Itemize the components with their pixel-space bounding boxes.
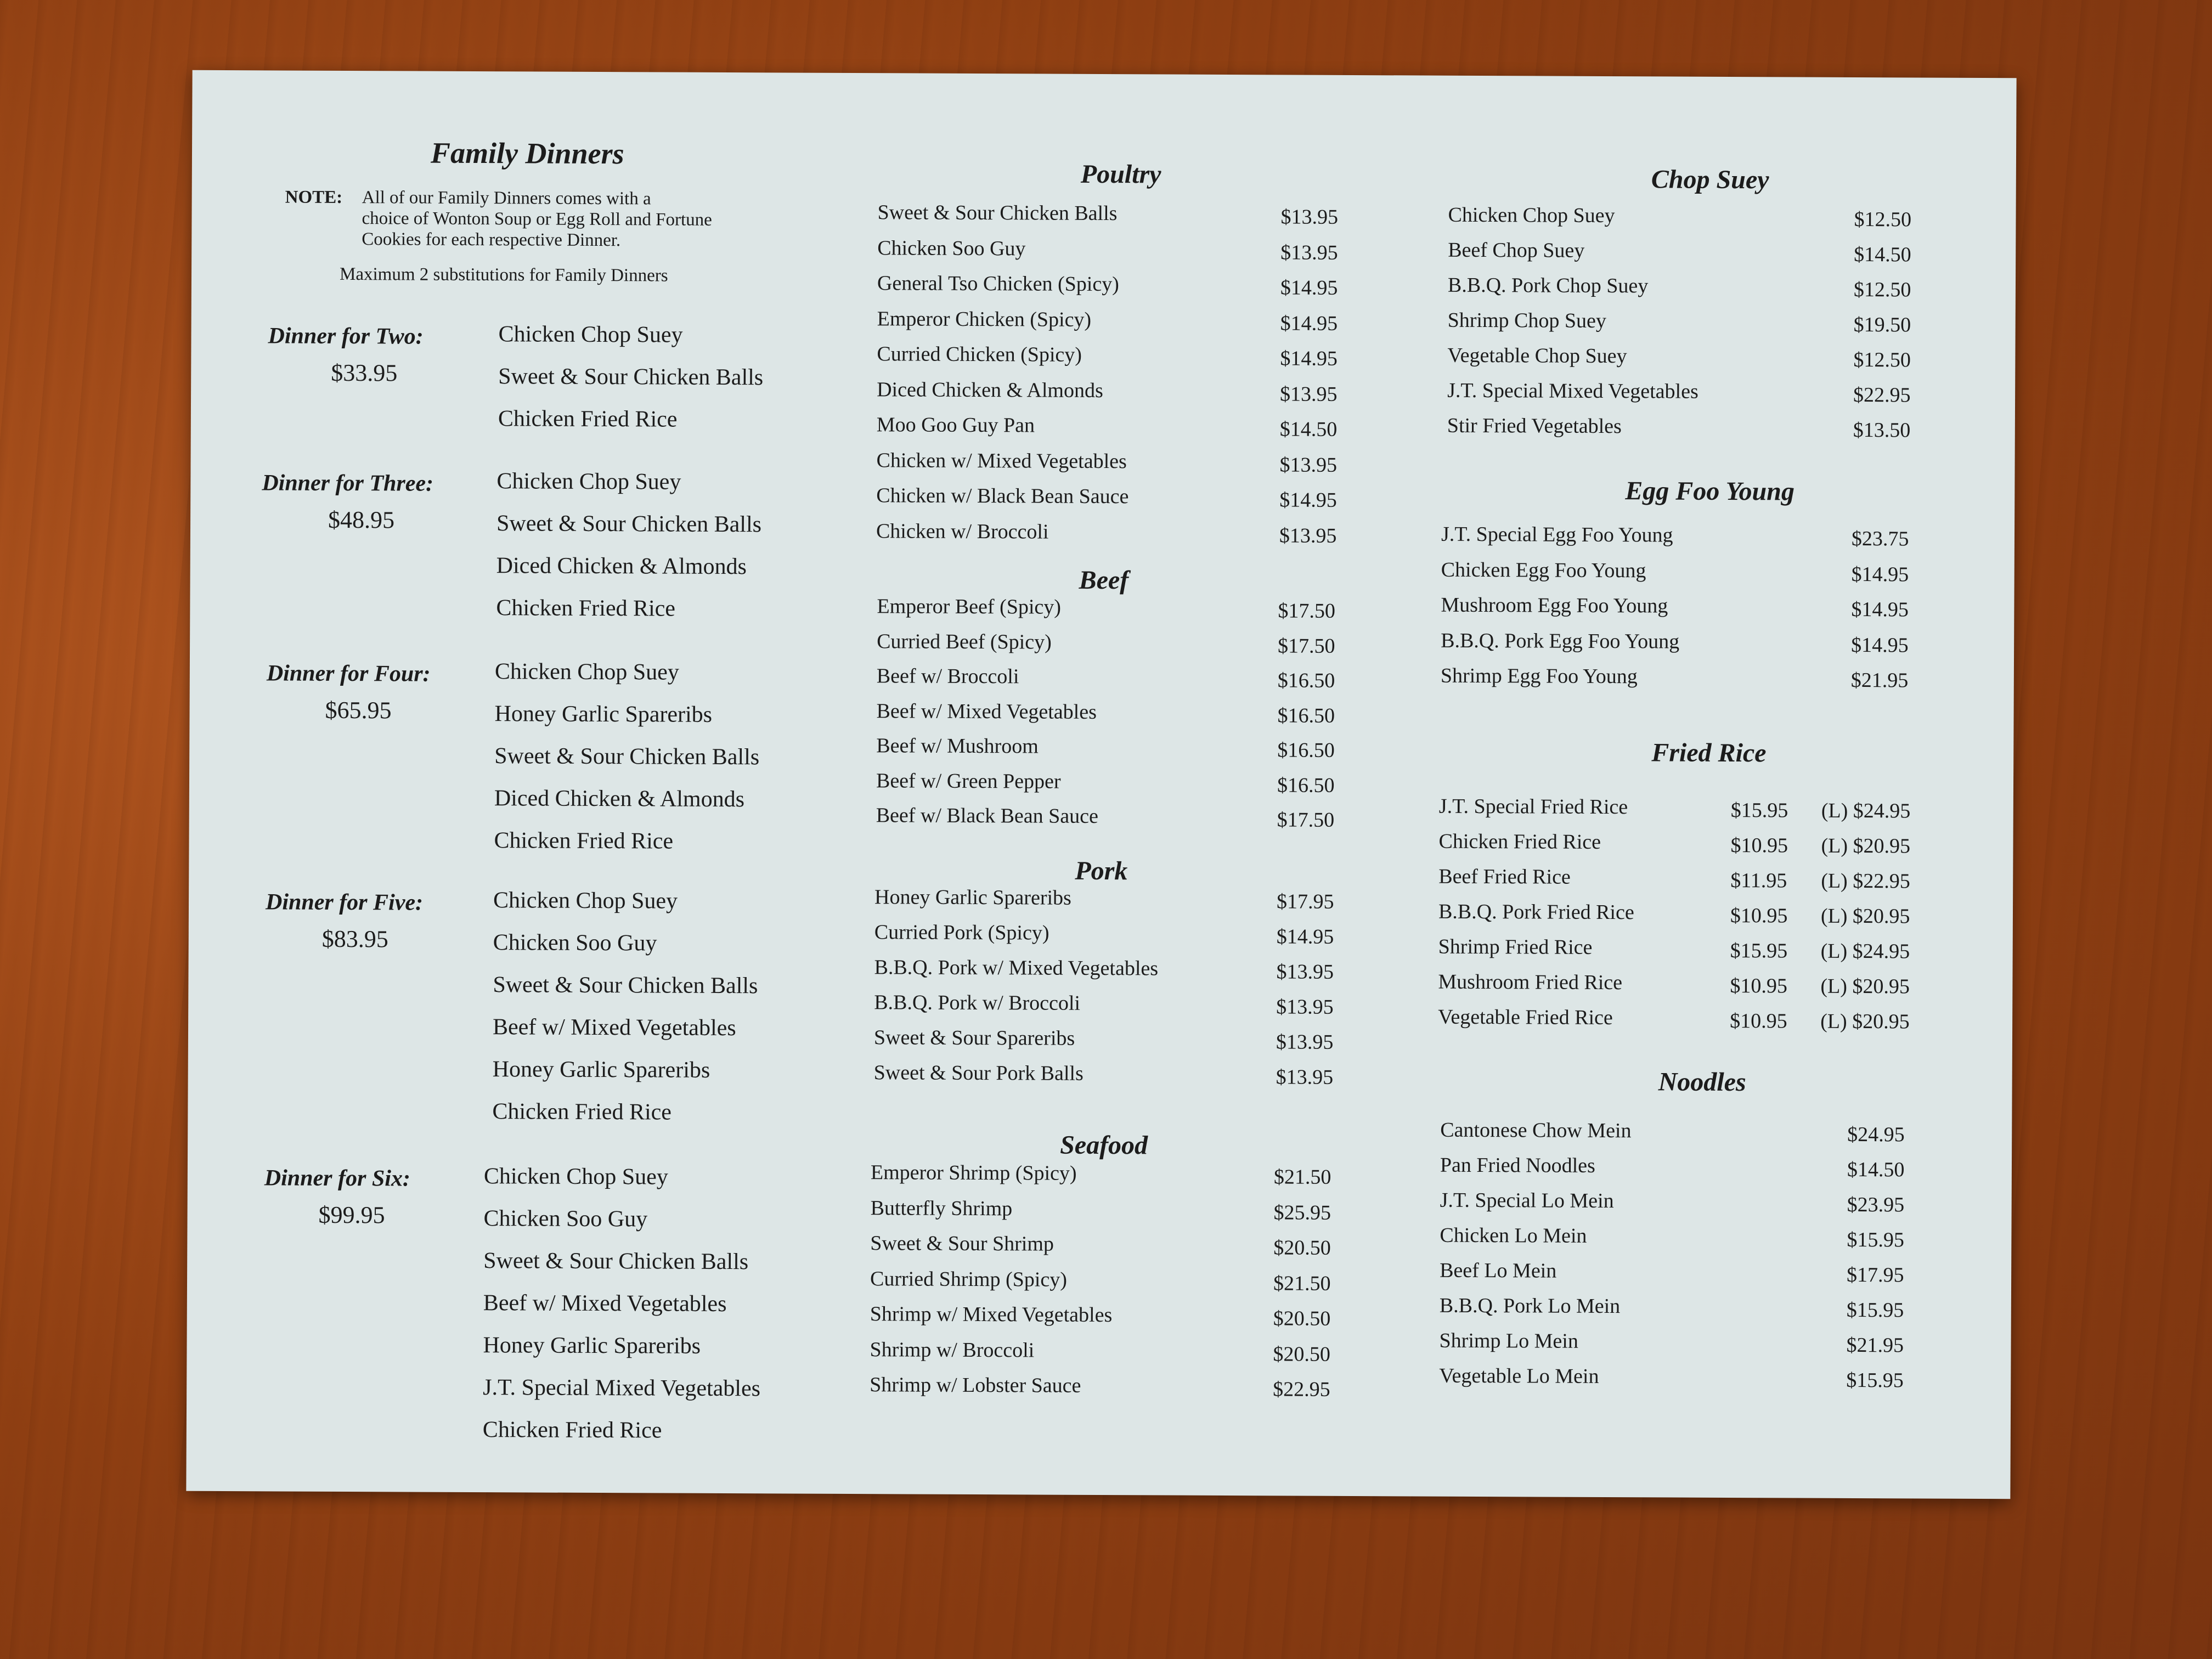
menu-item-name: Sweet & Sour Chicken Balls [877, 201, 1118, 225]
menu-item-name: Shrimp Lo Mein [1439, 1329, 1579, 1353]
dinner-item: Chicken Fried Rice [496, 595, 676, 622]
menu-item-price: $10.95 [1730, 1009, 1787, 1033]
menu-item-price: $23.75 [1851, 527, 1909, 551]
menu-item-name: J.T. Special Mixed Vegetables [1447, 379, 1699, 403]
menu-item-price: $14.50 [1854, 242, 1911, 267]
dinner-label: Dinner for Four: [266, 661, 431, 687]
menu-item-name: Emperor Beef (Spicy) [877, 595, 1062, 619]
dinner-item: Chicken Chop Suey [483, 1164, 668, 1190]
menu-item-price: $17.95 [1847, 1263, 1904, 1287]
menu-item-name: Beef Fried Rice [1438, 865, 1571, 889]
menu-item-price: $20.50 [1273, 1307, 1331, 1330]
section-title: Pork [1075, 856, 1128, 886]
dinner-item: Chicken Soo Guy [493, 930, 657, 956]
menu-item-name: Butterfly Shrimp [870, 1196, 1013, 1220]
menu-item-price: $23.95 [1847, 1193, 1905, 1217]
menu-item-name: Shrimp Chop Suey [1447, 308, 1607, 333]
menu-item-price: $15.95 [1730, 939, 1788, 963]
menu-item-name: J.T. Special Lo Mein [1440, 1188, 1614, 1213]
menu-item-price: $13.95 [1276, 995, 1334, 1019]
menu-item-name: General Tso Chicken (Spicy) [877, 272, 1119, 296]
menu-item-price: $15.95 [1847, 1228, 1904, 1252]
dinner-item: Chicken Chop Suey [498, 321, 683, 348]
menu-item-name: Pan Fried Noodles [1440, 1153, 1595, 1177]
menu-item-name: Curried Shrimp (Spicy) [870, 1267, 1068, 1291]
menu-item-price: $13.95 [1280, 205, 1339, 229]
dinner-item: Honey Garlic Spareribs [494, 701, 713, 727]
menu-item-price: $17.95 [1276, 890, 1334, 913]
menu-item-name: Curried Pork (Spicy) [874, 921, 1049, 945]
dinner-item: Chicken Fried Rice [498, 406, 678, 432]
menu-item-price: $13.95 [1279, 523, 1337, 548]
menu-item-price: $13.95 [1276, 1065, 1334, 1089]
dinner-item: Chicken Fried Rice [494, 828, 674, 854]
dinner-price: $83.95 [321, 925, 388, 953]
menu-item-name: Curried Beef (Spicy) [877, 629, 1052, 654]
menu-item-price: $19.50 [1853, 313, 1911, 337]
menu-item-large-price: (L) $22.95 [1821, 869, 1910, 893]
dinner-item: Sweet & Sour Chicken Balls [498, 364, 764, 391]
menu-item-price: $15.95 [1846, 1368, 1904, 1392]
dinner-item: Chicken Chop Suey [496, 469, 681, 495]
menu-item-price: $13.95 [1276, 960, 1334, 984]
menu-item-price: $14.95 [1851, 562, 1909, 586]
dinner-item: Honey Garlic Spareribs [492, 1057, 710, 1083]
menu-item-price: $17.50 [1277, 808, 1335, 832]
menu-item-price: $21.50 [1273, 1165, 1331, 1189]
menu-item-price: $16.50 [1277, 773, 1335, 797]
dinner-price: $65.95 [325, 696, 392, 724]
menu-item-name: Vegetable Chop Suey [1447, 343, 1627, 368]
menu-item-name: Curried Chicken (Spicy) [877, 342, 1082, 366]
menu-item-name: Beef w/ Mixed Vegetables [876, 699, 1097, 724]
substitutions-note: Maximum 2 substitutions for Family Dinners [339, 264, 668, 286]
menu-item-large-price: (L) $24.95 [1821, 799, 1911, 823]
menu-item-name: Moo Goo Guy Pan [876, 413, 1035, 437]
menu-item-price: $13.95 [1280, 382, 1338, 406]
menu-item-name: B.B.Q. Pork Fried Rice [1438, 900, 1634, 924]
menu-item-large-price: (L) $20.95 [1820, 1009, 1910, 1034]
menu-item-price: $22.95 [1853, 383, 1911, 407]
menu-item-price: $14.50 [1279, 417, 1338, 441]
menu-item-price: $10.95 [1730, 904, 1788, 928]
menu-item-large-price: (L) $20.95 [1820, 974, 1910, 998]
menu-item-name: Chicken w/ Black Bean Sauce [876, 484, 1129, 509]
dinner-item: Diced Chicken & Almonds [494, 786, 745, 812]
dinner-item: Chicken Soo Guy [483, 1206, 648, 1232]
menu-item-name: Emperor Chicken (Spicy) [877, 307, 1092, 331]
menu-item-large-price: (L) $24.95 [1820, 939, 1910, 963]
menu-item-name: Beef w/ Black Bean Sauce [876, 804, 1099, 828]
menu-item-name: Shrimp Egg Foo Young [1440, 664, 1638, 689]
menu-item-name: B.B.Q. Pork w/ Mixed Vegetables [874, 956, 1159, 980]
menu-item-price: $16.50 [1277, 703, 1335, 727]
menu-item-name: Sweet & Sour Pork Balls [873, 1061, 1084, 1085]
section-title: Fried Rice [1651, 738, 1767, 768]
menu-item-name: Cantonese Chow Mein [1440, 1118, 1632, 1143]
menu-item-large-price: (L) $20.95 [1820, 904, 1910, 928]
menu-item-name: Chicken Egg Foo Young [1441, 558, 1646, 582]
menu-item-name: J.T. Special Fried Rice [1438, 794, 1628, 819]
dinner-price: $99.95 [318, 1201, 385, 1229]
note-line-2: choice of Wonton Soup or Egg Roll and Fortune [362, 208, 712, 230]
menu-item-price: $17.50 [1278, 634, 1335, 658]
menu-item-name: Vegetable Lo Mein [1439, 1364, 1599, 1388]
menu-item-name: J.T. Special Egg Foo Young [1441, 522, 1673, 547]
menu-item-name: Shrimp w/ Mixed Vegetables [870, 1302, 1113, 1327]
dinner-label: Dinner for Six: [264, 1165, 411, 1192]
section-title: Noodles [1658, 1067, 1746, 1097]
dinner-item: Beef w/ Mixed Vegetables [492, 1014, 736, 1041]
section-title: Chop Suey [1651, 165, 1769, 195]
dinner-label: Dinner for Two: [268, 323, 424, 349]
menu-item-price: $14.95 [1851, 633, 1909, 657]
dinner-item: Chicken Chop Suey [493, 888, 678, 914]
dinner-price: $48.95 [328, 506, 395, 534]
menu-item-price: $12.50 [1854, 207, 1912, 232]
menu-item-name: Sweet & Sour Shrimp [870, 1232, 1054, 1256]
menu-item-price: $13.50 [1853, 418, 1911, 442]
menu-item-price: $11.95 [1730, 869, 1787, 893]
menu-item-price: $15.95 [1730, 799, 1788, 822]
menu-item-price: $21.95 [1850, 668, 1909, 692]
menu-item-name: Chicken Soo Guy [877, 236, 1026, 260]
menu-item-price: $16.50 [1277, 669, 1335, 692]
dinner-item: Sweet & Sour Chicken Balls [493, 972, 758, 999]
menu-item-name: Beef Chop Suey [1448, 238, 1585, 262]
menu-item-large-price: (L) $20.95 [1821, 834, 1911, 858]
menu-item-price: $17.50 [1278, 599, 1335, 623]
menu-item-name: Beef w/ Broccoli [876, 664, 1019, 689]
dinner-item: J.T. Special Mixed Vegetables [483, 1375, 761, 1402]
section-title: Beef [1079, 565, 1129, 595]
dinner-item: Sweet & Sour Chicken Balls [496, 511, 762, 538]
dinner-label: Dinner for Five: [265, 889, 424, 916]
menu-item-name: Emperor Shrimp (Spicy) [870, 1161, 1077, 1185]
menu-item-name: B.B.Q. Pork Egg Foo Young [1441, 629, 1680, 653]
menu-item-name: Stir Fried Vegetables [1447, 414, 1622, 438]
note-label: NOTE: [285, 187, 343, 207]
menu-item-price: $14.95 [1280, 311, 1338, 335]
menu-item-name: Mushroom Egg Foo Young [1441, 593, 1668, 618]
dinner-item: Beef w/ Mixed Vegetables [483, 1290, 727, 1317]
menu-item-price: $10.95 [1730, 834, 1788, 857]
menu-item-price: $21.95 [1846, 1333, 1904, 1357]
family-dinners-title: Family Dinners [430, 136, 624, 171]
menu-item-name: B.B.Q. Pork Chop Suey [1447, 273, 1649, 298]
menu-item-name: Beef Lo Mein [1440, 1259, 1557, 1283]
dinner-label: Dinner for Three: [262, 470, 434, 496]
menu-item-name: Chicken Lo Mein [1440, 1223, 1587, 1248]
dinner-item: Sweet & Sour Chicken Balls [494, 743, 760, 770]
menu-item-price: $15.95 [1846, 1298, 1904, 1322]
menu-item-name: Shrimp w/ Broccoli [870, 1338, 1035, 1362]
dinner-item: Chicken Fried Rice [492, 1099, 672, 1125]
note-line-3: Cookies for each respective Dinner. [362, 229, 621, 251]
menu-item-price: $14.95 [1280, 347, 1338, 370]
menu-item-price: $20.50 [1273, 1236, 1331, 1260]
menu-item-name: Diced Chicken & Almonds [877, 377, 1103, 402]
menu-item-name: Chicken Fried Rice [1438, 830, 1601, 854]
menu-item-name: Chicken w/ Mixed Vegetables [876, 448, 1127, 473]
menu-item-name: Vegetable Fried Rice [1438, 1005, 1613, 1030]
menu-item-name: Beef w/ Green Pepper [876, 769, 1061, 793]
menu-item-price: $14.95 [1276, 925, 1334, 949]
menu-item-name: Honey Garlic Spareribs [874, 885, 1071, 910]
menu-item-price: $13.95 [1279, 453, 1338, 477]
menu-item-price: $16.50 [1277, 738, 1335, 762]
dinner-price: $33.95 [331, 359, 398, 387]
menu-sheet [186, 70, 2016, 1499]
menu-item-price: $13.95 [1280, 240, 1338, 264]
section-title: Egg Foo Young [1625, 476, 1795, 506]
menu-item-name: Sweet & Sour Spareribs [873, 1026, 1075, 1050]
menu-item-name: Chicken Chop Suey [1448, 203, 1615, 228]
menu-item-price: $24.95 [1847, 1122, 1905, 1147]
dinner-item: Sweet & Sour Chicken Balls [483, 1248, 749, 1275]
menu-item-price: $14.95 [1279, 488, 1337, 512]
menu-item-name: B.B.Q. Pork Lo Mein [1439, 1294, 1621, 1318]
dinner-item: Diced Chicken & Almonds [496, 553, 747, 580]
menu-item-name: Beef w/ Mushroom [876, 734, 1039, 758]
menu-item-price: $22.95 [1273, 1378, 1330, 1401]
menu-item-price: $12.50 [1853, 278, 1911, 302]
menu-item-price: $25.95 [1273, 1200, 1331, 1224]
dinner-item: Chicken Chop Suey [494, 659, 679, 685]
menu-item-price: $14.50 [1847, 1158, 1905, 1182]
menu-item-price: $13.95 [1276, 1030, 1334, 1054]
menu-item-name: Mushroom Fried Rice [1438, 970, 1623, 995]
menu-item-name: Shrimp w/ Lobster Sauce [870, 1373, 1081, 1397]
menu-item-name: B.B.Q. Pork w/ Broccoli [874, 991, 1081, 1015]
dinner-item: Chicken Fried Rice [482, 1417, 662, 1443]
menu-item-name: Shrimp Fried Rice [1438, 935, 1593, 959]
section-title: Seafood [1060, 1130, 1148, 1160]
menu-item-price: $14.95 [1280, 276, 1338, 300]
menu-item-price: $20.50 [1273, 1342, 1331, 1366]
menu-item-price: $14.95 [1851, 597, 1909, 622]
section-title: Poultry [1080, 159, 1161, 189]
menu-item-name: Chicken w/ Broccoli [876, 519, 1049, 544]
note-line-1: All of our Family Dinners comes with a [362, 188, 651, 209]
menu-item-price: $21.50 [1273, 1271, 1331, 1295]
dinner-item: Honey Garlic Spareribs [483, 1333, 701, 1359]
menu-item-price: $12.50 [1853, 348, 1911, 372]
menu-item-price: $10.95 [1730, 974, 1788, 998]
